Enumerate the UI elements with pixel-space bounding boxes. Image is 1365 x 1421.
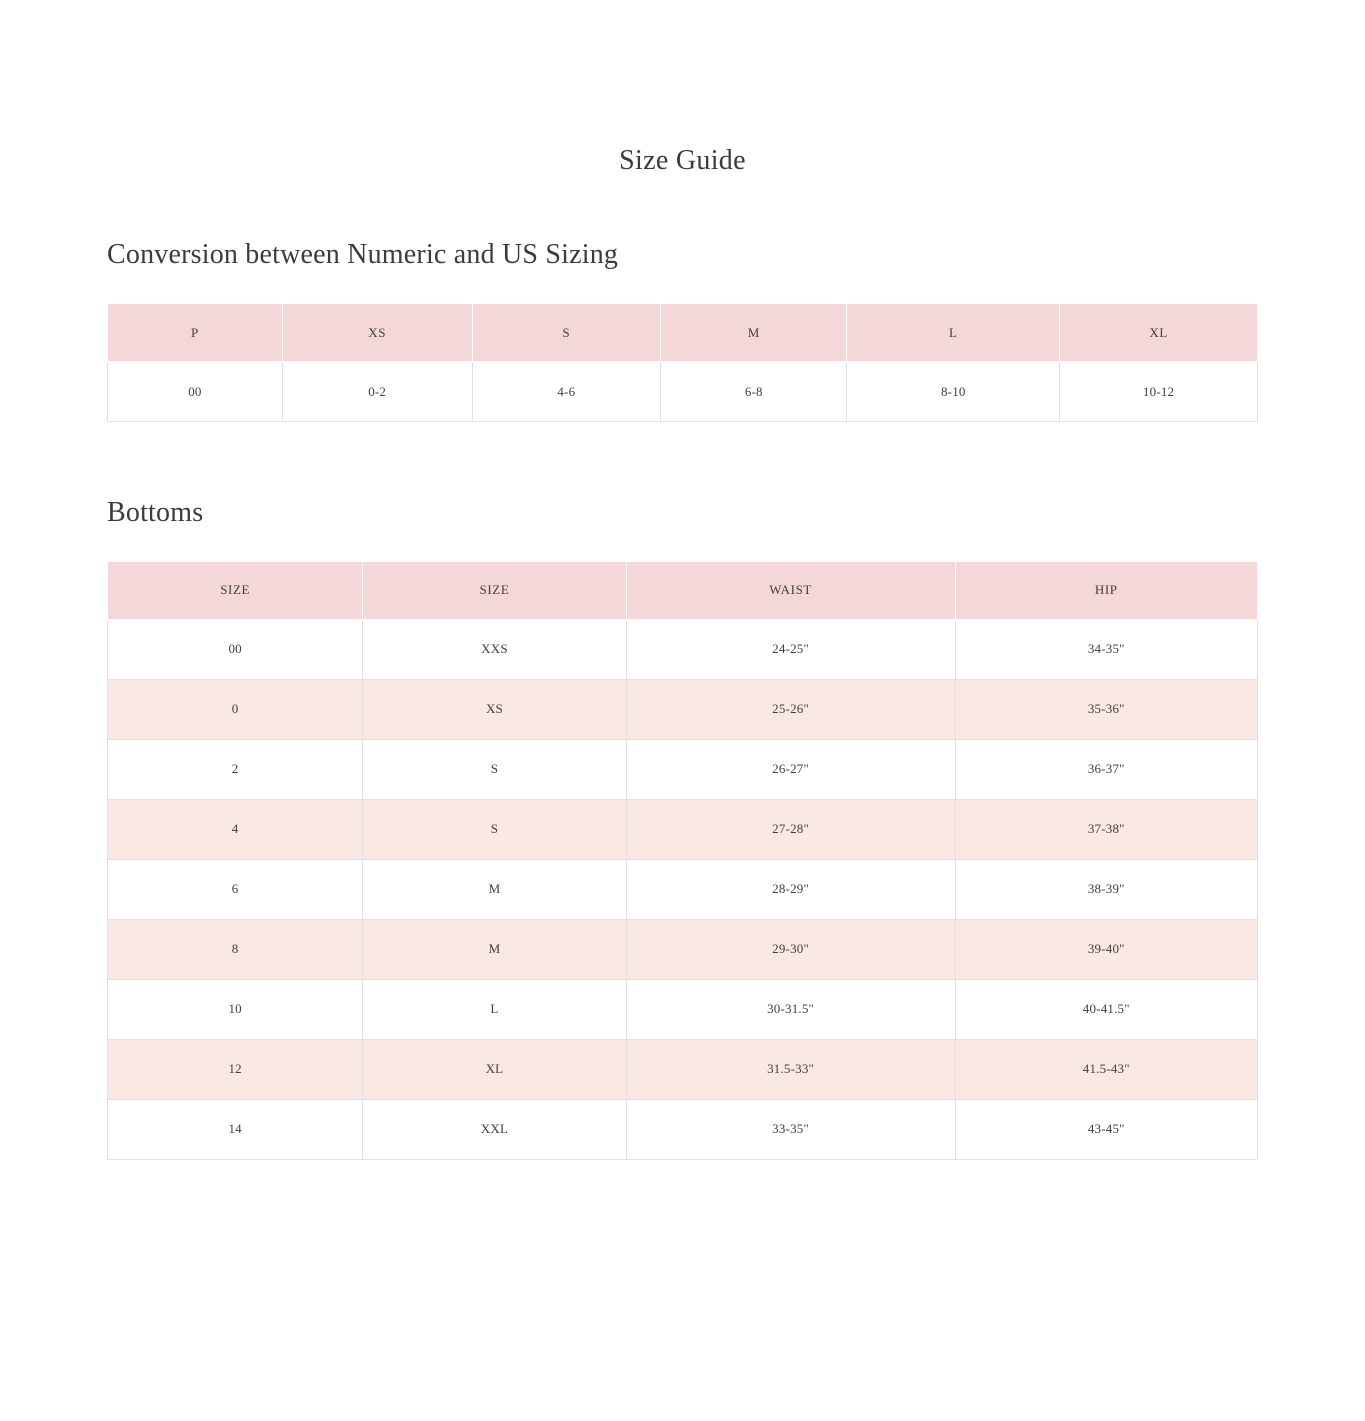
column-header: XL bbox=[1060, 304, 1258, 362]
table-cell: 37-38" bbox=[955, 799, 1257, 859]
column-header: HIP bbox=[955, 561, 1257, 619]
table-cell: 4 bbox=[108, 799, 363, 859]
column-header: SIZE bbox=[363, 561, 626, 619]
table-cell: 41.5-43" bbox=[955, 1039, 1257, 1099]
table-cell: 4-6 bbox=[472, 362, 661, 422]
table-cell: 35-36" bbox=[955, 679, 1257, 739]
table-cell: 26-27" bbox=[626, 739, 955, 799]
table-cell: 38-39" bbox=[955, 859, 1257, 919]
table-cell: 12 bbox=[108, 1039, 363, 1099]
table-cell: 6 bbox=[108, 859, 363, 919]
table-cell: M bbox=[363, 859, 626, 919]
size-guide-page bbox=[107, 144, 1258, 1160]
table-row bbox=[108, 679, 1258, 739]
table-row bbox=[108, 799, 1258, 859]
table-cell: 0-2 bbox=[282, 362, 472, 422]
column-header: M bbox=[661, 304, 847, 362]
table-cell: 2 bbox=[108, 739, 363, 799]
table-cell: 40-41.5" bbox=[955, 979, 1257, 1039]
table-cell: 27-28" bbox=[626, 799, 955, 859]
table-cell: M bbox=[363, 919, 626, 979]
section-heading-bottoms: Bottoms bbox=[107, 497, 204, 529]
table-cell: 00 bbox=[108, 619, 363, 679]
table-cell: XXS bbox=[363, 619, 626, 679]
table-cell: 43-45" bbox=[955, 1099, 1257, 1159]
table-cell: 10-12 bbox=[1060, 362, 1258, 422]
table-cell: 6-8 bbox=[661, 362, 847, 422]
table-row bbox=[108, 1099, 1258, 1159]
table-row bbox=[108, 1039, 1258, 1099]
table-cell: 00 bbox=[108, 362, 283, 422]
column-header: SIZE bbox=[108, 561, 363, 619]
table-cell: 10 bbox=[108, 979, 363, 1039]
table-cell: 36-37" bbox=[955, 739, 1257, 799]
table-cell: 30-31.5" bbox=[626, 979, 955, 1039]
table-row bbox=[108, 619, 1258, 679]
table-cell: 25-26" bbox=[626, 679, 955, 739]
table-cell: 8 bbox=[108, 919, 363, 979]
section-heading-conversion: Conversion between Numeric and US Sizing bbox=[107, 238, 619, 270]
column-header: XS bbox=[282, 304, 472, 362]
table-cell: 29-30" bbox=[626, 919, 955, 979]
table-cell: 14 bbox=[108, 1099, 363, 1159]
table-row bbox=[108, 979, 1258, 1039]
column-header: WAIST bbox=[626, 561, 955, 619]
table-cell: 34-35" bbox=[955, 619, 1257, 679]
conversion-table-header-row bbox=[108, 304, 1258, 362]
table-cell: 31.5-33" bbox=[626, 1039, 955, 1099]
conversion-table bbox=[107, 303, 1258, 422]
column-header: S bbox=[472, 304, 661, 362]
table-cell: 24-25" bbox=[626, 619, 955, 679]
table-cell: XS bbox=[363, 679, 626, 739]
table-cell: 8-10 bbox=[847, 362, 1060, 422]
bottoms-table bbox=[107, 561, 1258, 1160]
column-header: P bbox=[108, 304, 283, 362]
table-row bbox=[108, 362, 1258, 422]
table-cell: XXL bbox=[363, 1099, 626, 1159]
bottoms-table-header-row bbox=[108, 561, 1258, 619]
table-cell: 0 bbox=[108, 679, 363, 739]
table-cell: S bbox=[363, 799, 626, 859]
table-cell: 28-29" bbox=[626, 859, 955, 919]
table-row bbox=[108, 919, 1258, 979]
table-row bbox=[108, 859, 1258, 919]
table-cell: S bbox=[363, 739, 626, 799]
page-title: Size Guide bbox=[619, 145, 746, 176]
table-cell: 33-35" bbox=[626, 1099, 955, 1159]
column-header: L bbox=[847, 304, 1060, 362]
table-cell: L bbox=[363, 979, 626, 1039]
table-row bbox=[108, 739, 1258, 799]
table-cell: XL bbox=[363, 1039, 626, 1099]
table-cell: 39-40" bbox=[955, 919, 1257, 979]
